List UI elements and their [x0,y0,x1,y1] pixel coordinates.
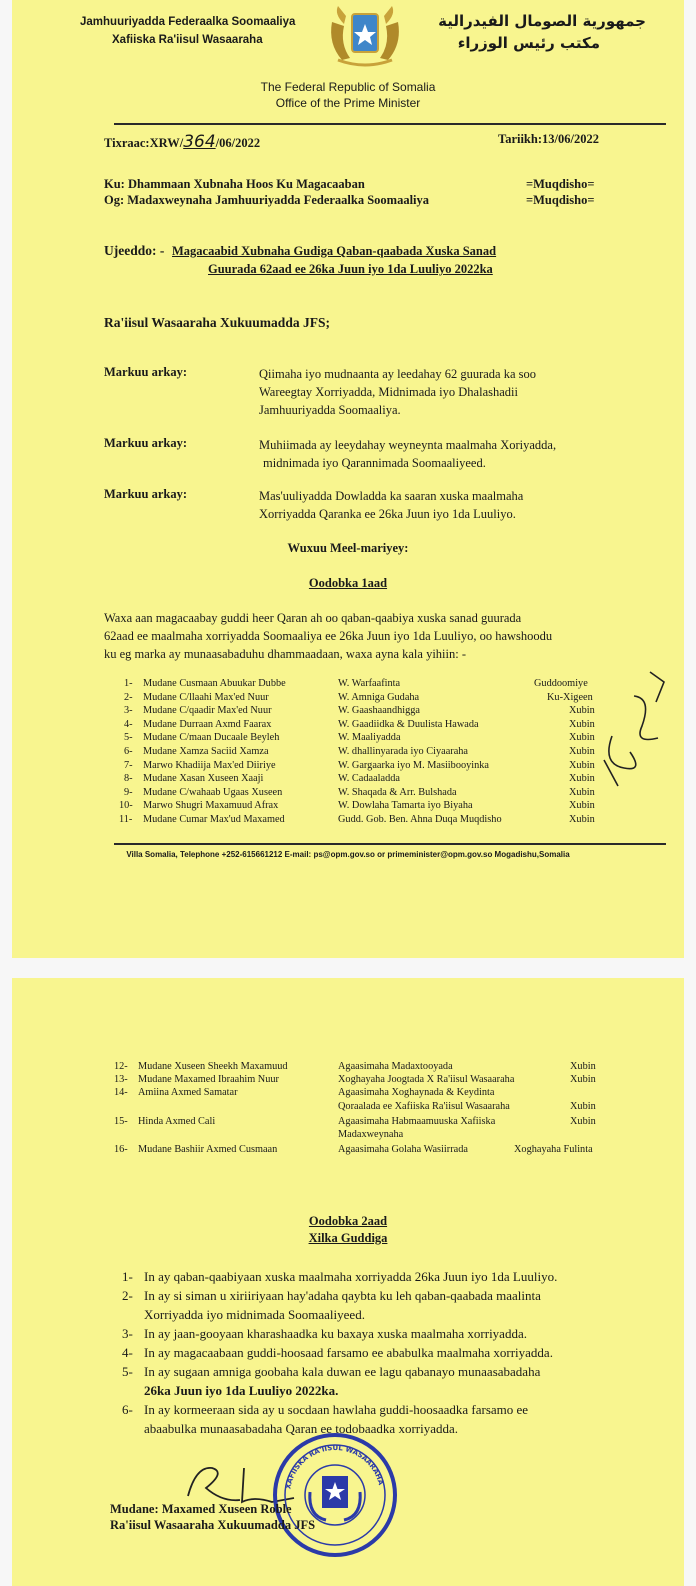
document-page-2: 12- Mudane Xuseen Sheekh Maxamuud Agaasimaha Madaxtooyada Xubin 13- Mudane Maxamed Ibraahim Nuur Xoghayaha Joogtada X Ra'iisul Wasaaraha Xubin 14- Amiina Axmed Samatar Agaasimaha Xoghaynada & Keydinta Qoraalada ee Xafiiska Ra'iisul Wasaaraha Xubin 15- Hinda Axmed Cali Agaasimaha Habmaamuuska Xafiiska Xubin Madaxweynaha 16- Mudane Bashiir Axmed Cusmaan Agaasimaha Golaha Wasiirrada Xoghayaha Fulinta Oodobka 2aad Xilka Guddiga 1- In ay qaban-qaabiyaan xuska maalmaha xorriyadda 26ka Juun iyo 1da Luuliyo. 2- In ay si siman u xiriiriyaan hay'adaha qaybta ku leh qaban-qaabada maalinta Xorriyadda iyo midnimada Soomaaliyeed. 3- In ay jaan-gooyaan kharashaadka ku baxaya xuska maalmaha xorriyadda. 4- In ay magacaabaan guddi-hoosaad farsamo ee ababulka maalmaha xorriyadda. 5- In ay sugaan amniga goobaha kala duwan ee lagu qabanayo munaasabadaha 26ka Juun iyo 1da Luuliyo 2022ka. 6- In ay kormeeraan sida ay u socdaan hawlaha guddi-hoosaadka farsamo ee abaabulka munaasabadaha Qaran ee todobaadka xorriyadda. XAFIISKA RA'IISUL WASAARAHA Mudane: Maxamed Xuseen Roble Ra'iisul Wasaaraha Xukuumadda JFS [12,978,684,1586]
header-rule [114,123,666,125]
reference-number: Tixraac:XRW/364/06/2022 [104,132,261,152]
addressee-ku: Ku: Dhammaan Xubnaha Hoos Ku Magacaaban [104,177,365,191]
seal-text: XAFIISKA RA'IISUL WASAARAHA [284,1443,385,1490]
addressee-og-city: =Muqdisho= [526,193,595,207]
subject-label: Ujeeddo: - [104,243,165,258]
table-row: 12- Mudane Xuseen Sheekh Maxamuud Agaasimaha Madaxtooyada Xubin [114,1061,596,1072]
header-left-line2: Xafiiska Ra'iisul Wasaaraha [112,34,263,46]
consideration-label: Markuu arkay: [104,365,187,379]
consideration-text: Mas'uuliyadda Dowladda ka saaran xuska maalmaha Xorriyadda Qaranka ee 26ka Juun iyo 1da Luuliyo. [259,489,524,521]
header-right-line1: جمهورية الصومال الفيدرالية [438,12,646,30]
consideration-label: Markuu arkay: [104,436,187,450]
footer-contact: Villa Somalia, Telephone +252-615661212 E-mail: ps@opm.gov.so or primeminister@opm.gov.so Mogadishu,Somalia [126,850,570,859]
table-row: 2- Mudane C/llaahi Max'ed Nuur W. Amniga Gudaha Ku-Xigeen [124,691,593,703]
table-row: 10- Marwo Shugri Maxamuud Afrax W. Dowlaha Tamarta iyo Biyaha Xubin [119,800,595,812]
table-row: 5- Mudane C/maan Ducaale Beyleh W. Maaliyadda Xubin [124,732,595,744]
table-row: 13- Mudane Maxamed Ibraahim Nuur Xoghayaha Joogtada X Ra'iisul Wasaaraha Xubin [114,1074,596,1085]
table-row: Qoraalada ee Xafiiska Ra'iisul Wasaaraha Xubin [338,1101,596,1112]
authority-line: Ra'iisul Wasaaraha Xukuumadda JFS; [104,315,330,330]
article1-paragraph: Waxa aan magacaabay guddi heer Qaran ah oo qaban-qaabiya xuska sanad guurada 62aad ee maalmaha xorriyadda Soomaaliya ee 26ka Juun iyo 1da Luuliyo, oo hawshoodu ku eg marka ay munaasabaduhu dhammaadaan, waxa ayna kala yihiin: - [104,611,553,661]
addressee-ku-city: =Muqdisho= [526,177,595,191]
document-page-1 [12,0,684,958]
subject-line2: Guurada 62aad ee 26ka Juun iyo 1da Luuliyo 2022ka [208,262,493,276]
table-row: 15- Hinda Axmed Cali Agaasimaha Habmaamuuska Xafiiska Xubin [114,1116,596,1127]
handwritten-ref-number: 364 [183,132,216,152]
document-date: Tariikh:13/06/2022 [498,132,599,146]
decision-heading: Wuxuu Meel-mariyey: [287,541,409,555]
table-row: 1- Mudane Cusmaan Abuukar Dubbe W. Warfaafinta Guddoomiye [124,678,588,689]
table-row: 14- Amiina Axmed Samatar Agaasimaha Xoghaynada & Keydinta [114,1087,495,1098]
table-row: 4- Mudane Durraan Axmd Faarax W. Gaadiidka & Duulista Hawada Xubin [124,718,595,730]
members-table-continued [12,1061,684,1161]
header-right-line2: مكتب رئيس الوزراء [457,34,600,52]
table-row: 9- Mudane C/wahaab Ugaas Xuseen W. Shaqada & Arr. Bulshada Xubin [124,786,595,798]
consideration-text: Muhiimada ay leeydahay weyneynta maalmaha Xoriyadda, midnimada iyo Qarannimada Soomaaliyeed. [259,438,557,470]
table-row: 7- Marwo Khadiija Max'ed Diiriye W. Gargaarka iyo M. Masiibooyinka Xubin [124,759,595,771]
header-center-line1: The Federal Republic of Somalia [260,80,436,94]
article2-heading: Oodobka 2aad [308,1214,388,1228]
header-left-line1: Jamhuuriyadda Federaalka Soomaaliya [80,16,296,28]
addressee-og: Og: Madaxweynaha Jamhuuriyadda Federaalka Soomaaliya [104,193,430,207]
table-row: 3- Mudane C/qaadir Max'ed Nuur W. Gaashaandhigga Xubin [124,705,595,717]
signatory-name: Mudane: Maxamed Xuseen Roble [110,1502,292,1516]
consideration-label: Markuu arkay: [104,487,187,501]
consideration-text: Qiimaha iyo mudnaanta ay leedahay 62 guurada ka soo Wareegtay Xorriyadda, Midnimada iyo Dhalashadii Jamhuuriyadda Soomaaliya. [259,367,536,417]
table-row: 16- Mudane Bashiir Axmed Cusmaan Agaasimaha Golaha Wasiirrada Xoghayaha Fulinta [114,1144,593,1155]
table-row: 6- Mudane Xamza Saciid Xamza W. dhallinyarada iyo Ciyaaraha Xubin [124,746,595,757]
table-row: 11- Mudane Cumar Max'ud Maxamed Gudd. Gob. Ben. Ahna Duqa Muqdisho Xubin [119,814,595,825]
header-center-line2: Office of the Prime Minister [275,96,421,110]
table-row: Madaxweynaha [338,1129,404,1140]
table-row: 8- Mudane Xasan Xuseen Xaaji W. Cadaaladda Xubin [124,773,595,785]
official-seal-icon [270,1430,400,1560]
signatory-title: Ra'iisul Wasaaraha Xukuumadda JFS [110,1518,316,1532]
handwritten-initials-icon [594,668,676,788]
subject-line1: Magacaabid Xubnaha Gudiga Qaban-qaabada Xuska Sanad [172,244,497,258]
members-table [12,678,684,828]
article1-heading: Oodobka 1aad [308,576,388,590]
footer-rule [114,843,666,845]
coat-of-arms-icon [324,4,406,70]
article2-subheading: Xilka Guddiga [308,1231,388,1245]
